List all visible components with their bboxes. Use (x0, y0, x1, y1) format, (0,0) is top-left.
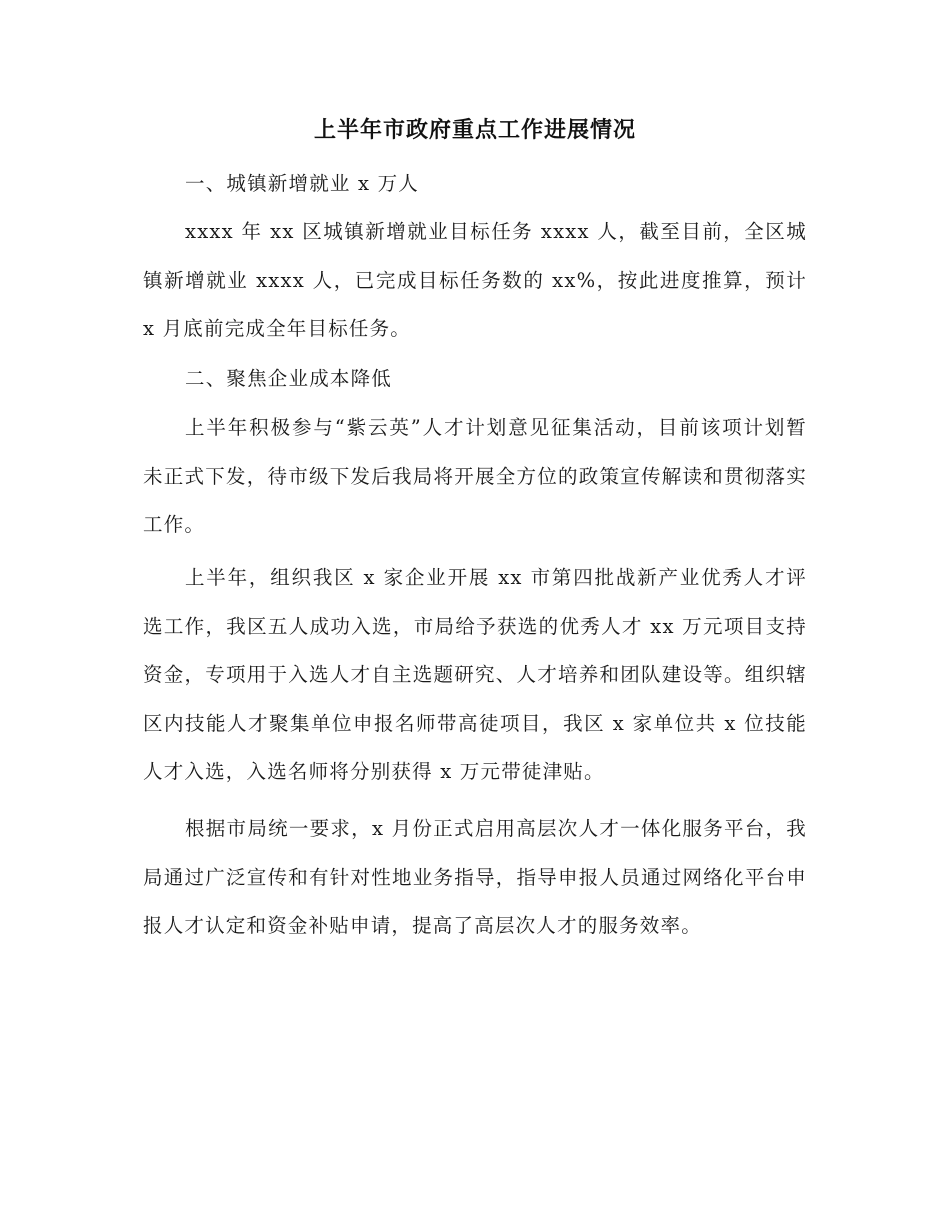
section-heading-employment: 一、城镇新增就业 x 万人 (185, 172, 419, 195)
paragraph-service-platform: 根据市局统一要求，x 月份正式启用高层次人才一体化服务平台，我局通过广泛宣传和有针对性地业务指导，指导申报人员通过网络化平台申报人才认定和资金补贴申请，提高了高层次人才的服务效率。 (143, 817, 807, 937)
section-heading-enterprise-cost: 二、聚焦企业成本降低 (185, 367, 393, 390)
paragraph-talent-selection: 上半年，组织我区 x 家企业开展 xx 市第四批战新产业优秀人才评选工作，我区五人成功入选，市局给予获选的优秀人才 xx 万元项目支持资金，专项用于入选人才自主选题研究、人才培养和团队建设等。组织辖区内技能人才聚集单位申报名师带高徒项目，我区 x 家单位共 x 位技能人才入选，入选名师将分别获得 x 万元带徒津贴。 (143, 566, 807, 783)
document-title: 上半年市政府重点工作进展情况 (313, 117, 636, 143)
paragraph-employment: xxxx 年 xx 区城镇新增就业目标任务 xxxx 人，截至目前，全区城镇新增就业 xxxx 人，已完成目标任务数的 xx%，按此进度推算，预计 x 月底前完成全年目标任务。 (143, 220, 807, 340)
paragraph-talent-plan: 上半年积极参与“紫云英”人才计划意见征集活动，目前该项计划暂未正式下发，待市级下发后我局将开展全方位的政策宣传解读和贯彻落实工作。 (143, 416, 807, 536)
